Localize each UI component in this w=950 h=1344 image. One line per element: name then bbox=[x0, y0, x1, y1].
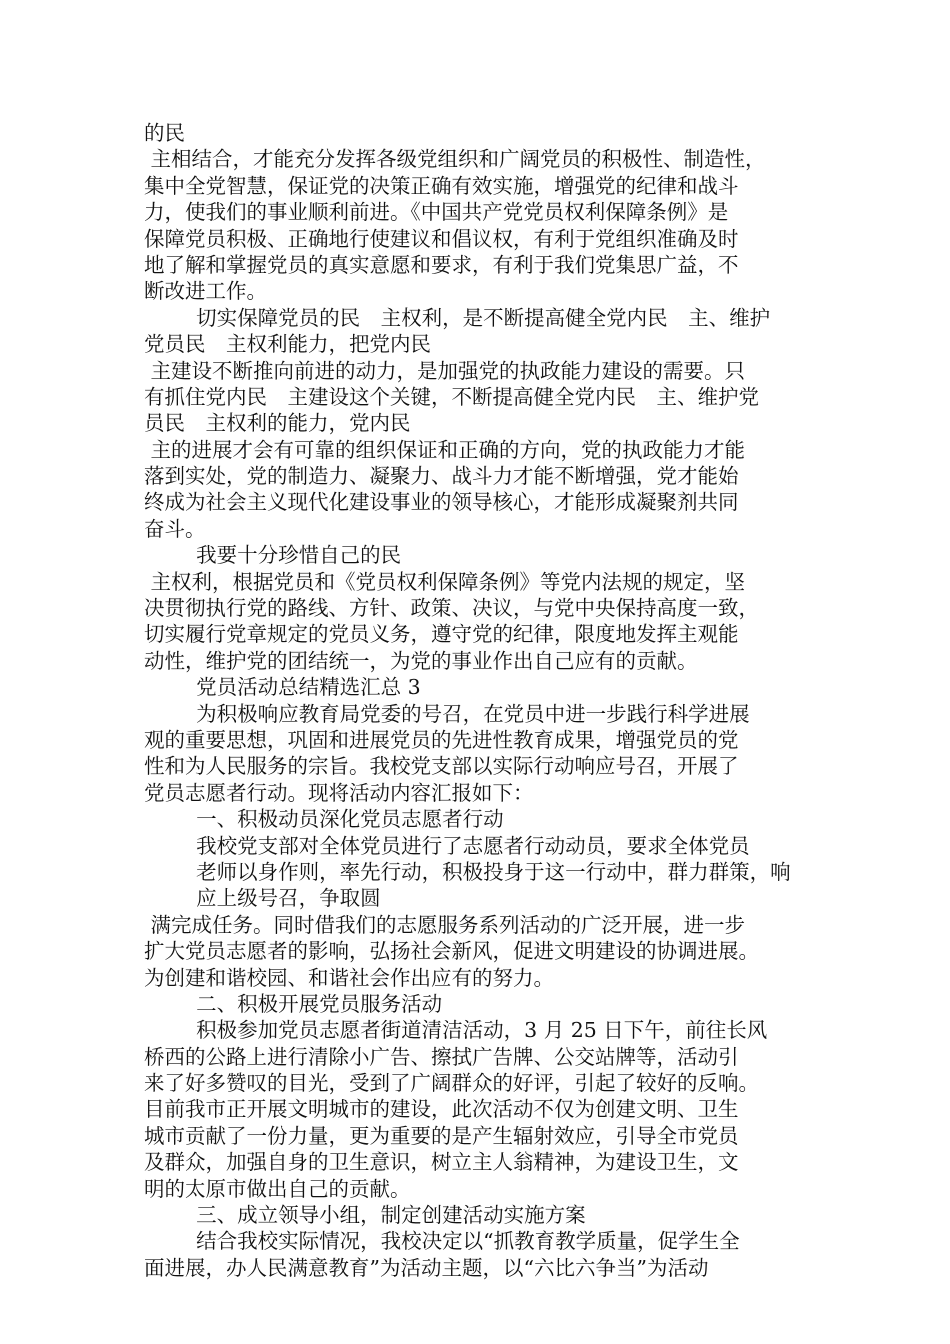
text-line: 城市贡献了一份力量，更为重要的是产生辐射效应，引导全市党员 bbox=[144, 1123, 739, 1148]
subsection-heading: 一、积极动员深化党员志愿者行动 bbox=[144, 807, 504, 832]
text-line: 老师以身作则，率先行动，积极投身于这一行动中，群力群策，响 bbox=[144, 859, 791, 884]
text-line: 动性，维护党的团结统一，为党的事业作出自己应有的贡献。 bbox=[144, 648, 698, 673]
text-line: 我要十分珍惜自己的民 bbox=[144, 543, 402, 568]
text-line: 结合我校实际情况，我校决定以“抓教育教学质量，促学生全 bbox=[144, 1229, 740, 1254]
text-line: 来了好多赞叹的目光，受到了广阔群众的好评，引起了较好的反响。 bbox=[144, 1071, 759, 1096]
text-line: 决贯彻执行党的路线、方针、政策、决议，与党中央保持高度一致， bbox=[144, 596, 759, 621]
text-line: 我校党支部对全体党员进行了志愿者行动动员，要求全体党员 bbox=[144, 833, 750, 858]
text-line: 性和为人民服务的宗旨。我校党支部以实际行动响应号召，开展了 bbox=[144, 754, 739, 779]
text-line: 终成为社会主义现代化建设事业的领导核心，才能形成凝聚剂共同 bbox=[144, 490, 739, 515]
section-heading: 党员活动总结精选汇总 3 bbox=[144, 675, 421, 700]
subsection-heading: 二、积极开展党员服务活动 bbox=[144, 991, 443, 1016]
text-line: 应上级号召，争取圆 bbox=[144, 886, 381, 911]
text-line: 满完成任务。同时借我们的志愿服务系列活动的广泛开展，进一步 bbox=[144, 912, 746, 937]
text-line: 落到实处，党的制造力、凝聚力、战斗力才能不断增强，党才能始 bbox=[144, 464, 739, 489]
text-line: 桥西的公路上进行清除小广告、擦拭广告牌、公交站牌等，活动引 bbox=[144, 1044, 739, 1069]
text-line: 面进展，办人民满意教育”为活动主题，以“六比六争当”为活动 bbox=[144, 1255, 709, 1280]
text-line: 党员民 主权利能力，把党内民 bbox=[144, 332, 431, 357]
text-line: 员民 主权利的能力，党内民 bbox=[144, 411, 411, 436]
text-line: 切实履行党章规定的党员义务，遵守党的纪律，限度地发挥主观能 bbox=[144, 622, 739, 647]
document-body bbox=[144, 120, 824, 1281]
text-line: 主建设不断推向前进的动力，是加强党的执政能力建设的需要。只 bbox=[144, 358, 746, 383]
text-line: 主权利，根据党员和《党员权利保障条例》等党内法规的规定，坚 bbox=[144, 569, 746, 594]
subsection-heading: 三、成立领导小组，制定创建活动实施方案 bbox=[144, 1203, 586, 1228]
text-line: 保障党员积极、正确地行使建议和倡议权，有利于党组织准确及时 bbox=[144, 226, 739, 251]
text-line: 明的太原市做出自己的贡献。 bbox=[144, 1176, 411, 1201]
text-line: 目前我市正开展文明城市的建设，此次活动不仅为创建文明、卫生 bbox=[144, 1097, 739, 1122]
text-line: 切实保障党员的民 主权利，是不断提高健全党内民 主、维护 bbox=[144, 305, 771, 330]
text-line: 党员志愿者行动。现将活动内容汇报如下： bbox=[144, 780, 534, 805]
text-line: 的民 bbox=[144, 121, 185, 145]
text-line: 断改进工作。 bbox=[144, 279, 267, 304]
text-line: 力，使我们的事业顺利前进。《中国共产党党员权利保障条例》是 bbox=[144, 200, 729, 225]
text-line: 扩大党员志愿者的影响，弘扬社会新风，促进文明建设的协调进展。 bbox=[144, 939, 759, 964]
text-line: 积极参加党员志愿者街道清洁活动，3 月 25 日下午，前往长风 bbox=[144, 1018, 768, 1043]
text-line: 地了解和掌握党员的真实意愿和要求，有利于我们党集思广益，不 bbox=[144, 252, 739, 277]
text-line: 集中全党智慧，保证党的决策正确有效实施，增强党的纪律和战斗 bbox=[144, 173, 739, 198]
text-line: 主相结合，才能充分发挥各级党组织和广阔党员的积极性、制造性， bbox=[144, 147, 766, 172]
text-line: 为积极响应教育局党委的号召，在党员中进一步践行科学进展 bbox=[144, 701, 750, 726]
text-line: 奋斗。 bbox=[144, 516, 206, 541]
text-line: 主的进展才会有可靠的组织保证和正确的方向，党的执政能力才能 bbox=[144, 437, 746, 462]
text-line: 观的重要思想，巩固和进展党员的先进性教育成果，增强党员的党 bbox=[144, 727, 739, 752]
text-line: 为创建和谐校园、和谐社会作出应有的努力。 bbox=[144, 965, 554, 990]
text-line: 及群众，加强自身的卫生意识，树立主人翁精神，为建设卫生，文 bbox=[144, 1150, 739, 1175]
text-line: 有抓住党内民 主建设这个关键，不断提高健全党内民 主、维护党 bbox=[144, 384, 759, 409]
